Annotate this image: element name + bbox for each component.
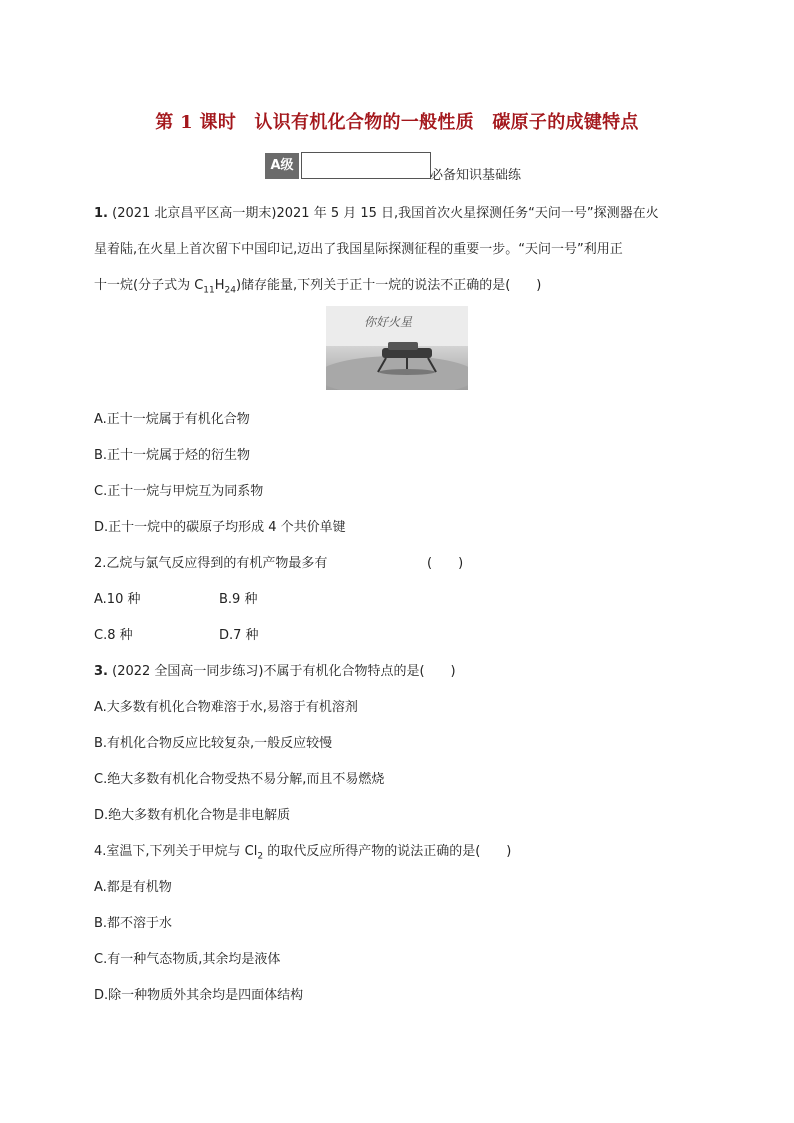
q1-option-a: A.正十一烷属于有机化合物 <box>94 412 250 427</box>
question-text: 十一烷(分子式为 C <box>94 278 204 293</box>
question-text: 的取代反应所得产物的说法正确的是( ) <box>263 844 512 859</box>
q3-option-a: A.大多数有机化合物难溶于水,易溶于有机溶剂 <box>94 700 358 715</box>
question-number: 1. <box>94 206 108 221</box>
question-1-line-2: 星着陆,在火星上首次留下中国印记,迈出了我国星际探测征程的重要一步。“天问一号”利用正 <box>94 242 623 257</box>
question-4-stem <box>94 840 511 862</box>
question-text: (2021 北京昌平区高一期末)2021 年 5 月 15 日,我国首次火星探测任务“天问一号”探测器在火 <box>112 206 659 221</box>
mars-rover-photo <box>326 306 468 390</box>
q4-option-a: A.都是有机物 <box>94 880 172 895</box>
answer-parentheses: ( ) <box>427 556 464 571</box>
q2-option-c: C.8 种 <box>94 628 133 643</box>
level-blank-box <box>301 152 431 179</box>
q3-option-c: C.绝大多数有机化合物受热不易分解,而且不易燃烧 <box>94 772 385 787</box>
q1-option-d: D.正十一烷中的碳原子均形成 4 个共价单键 <box>94 520 346 535</box>
q3-option-d: D.绝大多数有机化合物是非电解质 <box>94 808 291 823</box>
question-text: )储存能量,下列关于正十一烷的说法不正确的是( ) <box>235 278 542 293</box>
q2-option-d: D.7 种 <box>219 628 259 643</box>
subscript: 11 <box>203 285 215 296</box>
question-1-line-3 <box>94 274 541 296</box>
question-3-stem <box>94 660 456 679</box>
page-title: 第 1 课时 认识有机化合物的一般性质 碳原子的成键特点 <box>155 112 639 133</box>
level-badge: A级 <box>265 153 299 179</box>
question-text: (2022 全国高一同步练习)不属于有机化合物特点的是( ) <box>112 664 456 679</box>
q4-option-d: D.除一种物质外其余均是四面体结构 <box>94 988 304 1003</box>
q2-option-b: B.9 种 <box>219 592 258 607</box>
question-2-stem <box>94 552 327 571</box>
q4-option-c: C.有一种气态物质,其余均是液体 <box>94 952 281 967</box>
q3-option-b: B.有机化合物反应比较复杂,一般反应较慢 <box>94 736 333 751</box>
q1-option-b: B.正十一烷属于烃的衍生物 <box>94 448 251 463</box>
question-text: 2.乙烷与氯气反应得到的有机产物最多有 <box>94 556 328 571</box>
q1-option-c: C.正十一烷与甲烷互为同系物 <box>94 484 264 499</box>
level-label: 必备知识基础练 <box>430 168 522 183</box>
q2-option-a: A.10 种 <box>94 592 141 607</box>
mars-rover-illustration <box>326 306 468 390</box>
q4-option-b: B.都不溶于水 <box>94 916 173 931</box>
subscript: 2 <box>257 851 264 862</box>
question-1-line-1 <box>94 202 659 221</box>
calligraphy-title: 你好火星 <box>364 315 413 329</box>
question-text: 4.室温下,下列关于甲烷与 Cl <box>94 844 258 859</box>
question-number: 3. <box>94 664 108 679</box>
question-text: H <box>214 278 225 293</box>
subscript: 24 <box>224 285 236 296</box>
